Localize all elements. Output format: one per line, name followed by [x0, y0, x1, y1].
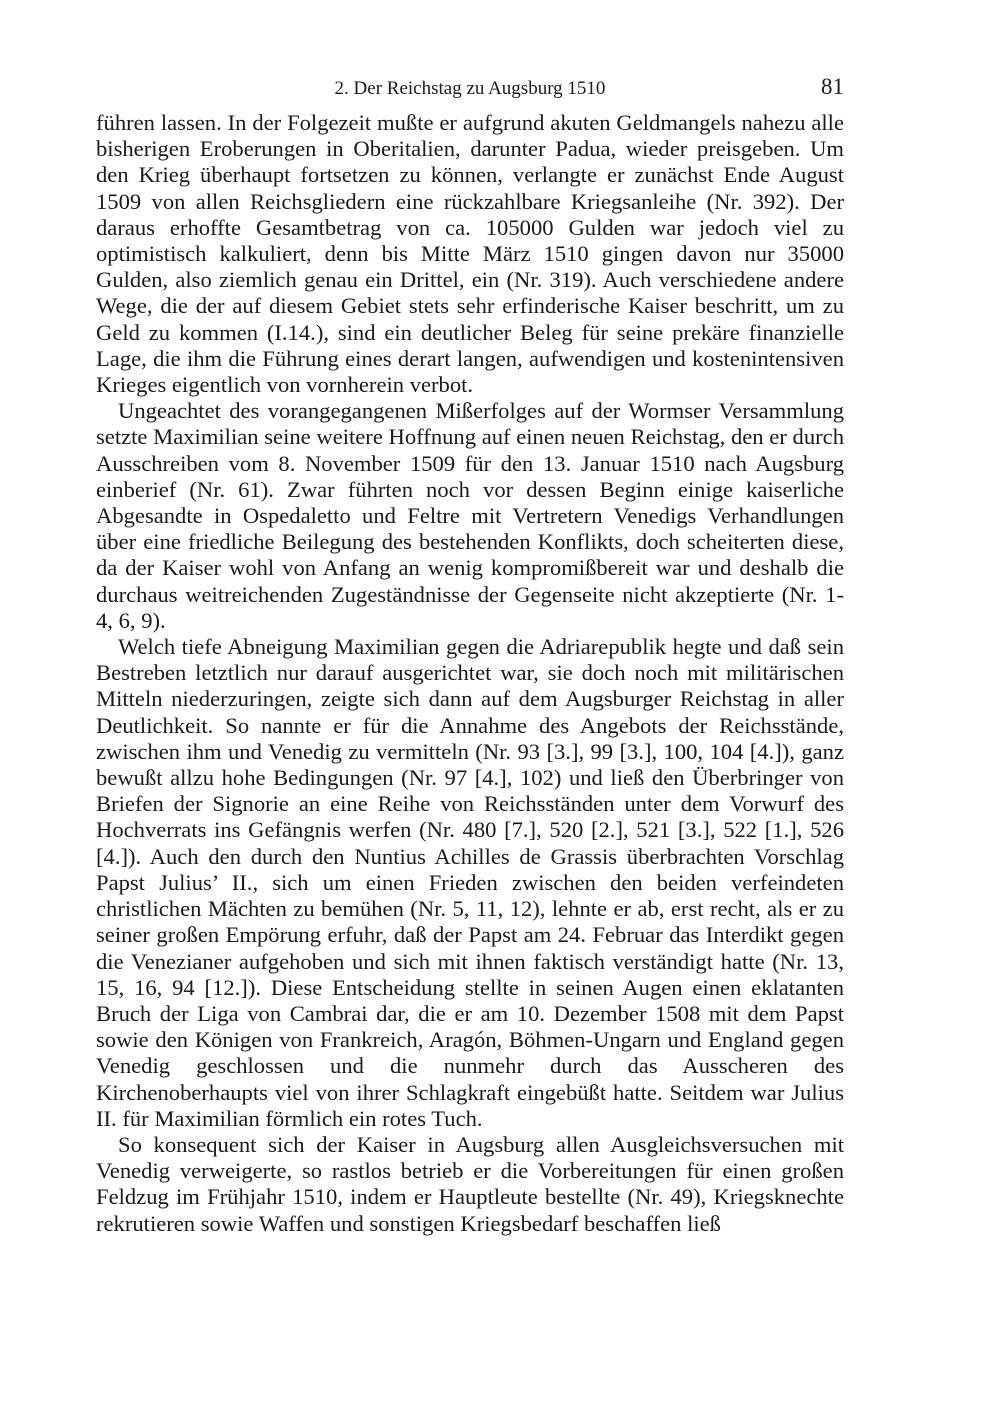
- paragraph-abneigung-venedig: Welch tiefe Abneigung Maximilian gegen die Adriarepublik hegte und daß sein Bestreben letztlich nur darauf ausgerichtet war, sie doch noch mit militärischen Mitteln niederzuringen, zeigte sich dann auf dem Augsburger Reichstag in aller Deutlichkeit. So nannte er für die Annahme des Angebots der Reichsstände, zwischen ihm und Venedig zu vermitteln (Nr. 93 [3.], 99 [3.], 100, 104 [4.]), ganz bewußt allzu hohe Bedingungen (Nr. 97 [4.], 102) und ließ den Überbringer von Briefen der Signorie an eine Reihe von Reichsständen unter dem Vorwurf des Hochverrats ins Gefängnis werfen (Nr. 480 [7.], 520 [2.], 521 [3.], 522 [1.], 526 [4.]). Auch den durch den Nuntius Achilles de Grassis überbrachten Vorschlag Papst Julius’ II., sich um einen Frieden zwischen den beiden verfeindeten christlichen Mächten zu bemühen (Nr. 5, 11, 12), lehnte er ab, erst recht, als er zu seiner großen Empörung erfuhr, daß der Papst am 24. Februar das Interdikt gegen die Venezianer aufgehoben und sich mit ihnen faktisch verständigt hatte (Nr. 13, 15, 16, 94 [12.]). Diese Entscheidung stellte in seinen Augen einen eklatanten Bruch der Liga von Cambrai dar, die er am 10. Dezember 1508 mit dem Papst sowie den Königen von Frankreich, Aragón, Böhmen-Ungarn und England gegen Venedig geschlossen und die nunmehr durch das Ausscheren des Kirchenoberhaupts viel von ihrer Schlagkraft eingebüßt hatte. Seitdem war Julius II. für Maximilian förmlich ein rotes Tuch.: [96, 634, 844, 1131]
- running-title: 2. Der Reichstag zu Augsburg 1510: [334, 78, 606, 99]
- paragraph-continuation: führen lassen. In der Folgezeit mußte er aufgrund akuten Geldmangels nahezu alle bisherigen Eroberungen in Oberitalien, darunter Padua, wieder preisgeben. Um den Krieg überhaupt fortsetzen zu können, verlangte er zunächst Ende August 1509 von allen Reichsgliedern eine rückzahlbare Kriegsanleihe (Nr. 392). Der daraus erhoffte Gesamtbetrag von ca. 105000 Gulden war jedoch viel zu optimistisch kalkuliert, denn bis Mitte März 1510 gingen davon nur 35000 Gulden, also ziemlich genau ein Drittel, ein (Nr. 319). Auch verschiedene andere Wege, die der auf diesem Gebiet stets sehr erfinderische Kaiser beschritt, um zu Geld zu kommen (I.14.), sind ein deutlicher Beleg für seine prekäre finanzielle Lage, die ihm die Führung eines derart langen, aufwendigen und kostenintensiven Krieges eigentlich von vornherein verbot.: [96, 110, 844, 398]
- paragraph-reichstag-augsburg: Ungeachtet des vorangegangenen Mißerfolges auf der Wormser Versammlung setzte Maximilian seine weitere Hoffnung auf einen neuen Reichstag, den er durch Ausschreiben vom 8. November 1509 für den 13. Januar 1510 nach Augsburg einberief (Nr. 61). Zwar führten noch vor dessen Beginn einige kaiserliche Abgesandte in Ospedaletto und Feltre mit Vertretern Venedigs Verhandlungen über eine friedliche Beilegung des bestehenden Konflikts, doch scheiterten diese, da der Kaiser wohl von Anfang an wenig kompromißbereit war und deshalb die durchaus weitreichenden Zugeständnisse der Gegenseite nicht akzeptierte (Nr. 1-4, 6, 9).: [96, 398, 844, 633]
- body-text: [96, 110, 844, 1237]
- page-number: 81: [821, 74, 844, 99]
- paragraph-feldzug-vorbereitung: So konsequent sich der Kaiser in Augsburg allen Ausgleichsversuchen mit Venedig verweigerte, so rastlos betrieb er die Vorbereitungen für einen großen Feldzug im Frühjahr 1510, indem er Hauptleute bestellte (Nr. 49), Kriegsknechte rekrutieren sowie Waffen und sonstigen Kriegsbedarf beschaffen ließ: [96, 1131, 844, 1236]
- book-page: [96, 74, 844, 1237]
- running-header: [96, 74, 844, 110]
